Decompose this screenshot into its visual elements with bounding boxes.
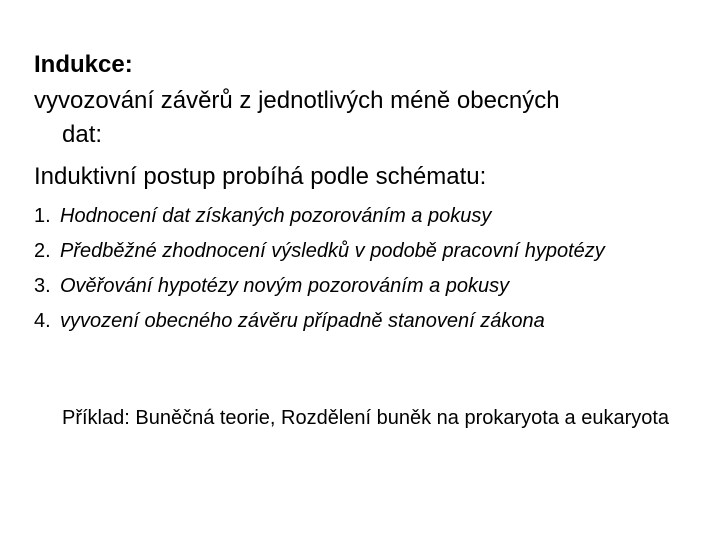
list-item-number: 1. [34,205,51,227]
list-item-text: Ověřování hypotézy novým pozorováním a pokusy [60,275,510,297]
definition-line: vyvozování závěrů z jednotlivých méně obecných [34,87,560,114]
list-item-text: vyvození obecného závěru případně stanovení zákona [60,310,545,332]
intro-line: Induktivní postup probíhá podle schématu: [34,163,487,190]
list-item [34,202,684,230]
list-item-number: 3. [34,275,51,297]
list-item-number: 2. [34,240,51,262]
definition-line-continued: dat: [62,121,103,148]
list-item [34,272,684,300]
steps-list [34,202,684,342]
list-item [34,237,684,265]
list-item-text: Předběžné zhodnocení výsledků v podobě pracovní hypotézy [60,240,605,262]
slide-heading: Indukce: [34,51,133,78]
example-paragraph: Příklad: Buněčná teorie, Rozdělení buněk na prokaryota a eukaryota [62,407,670,429]
list-item [34,307,684,335]
list-item-text: Hodnocení dat získaných pozorováním a pokusy [60,205,492,227]
list-item-number: 4. [34,310,51,332]
